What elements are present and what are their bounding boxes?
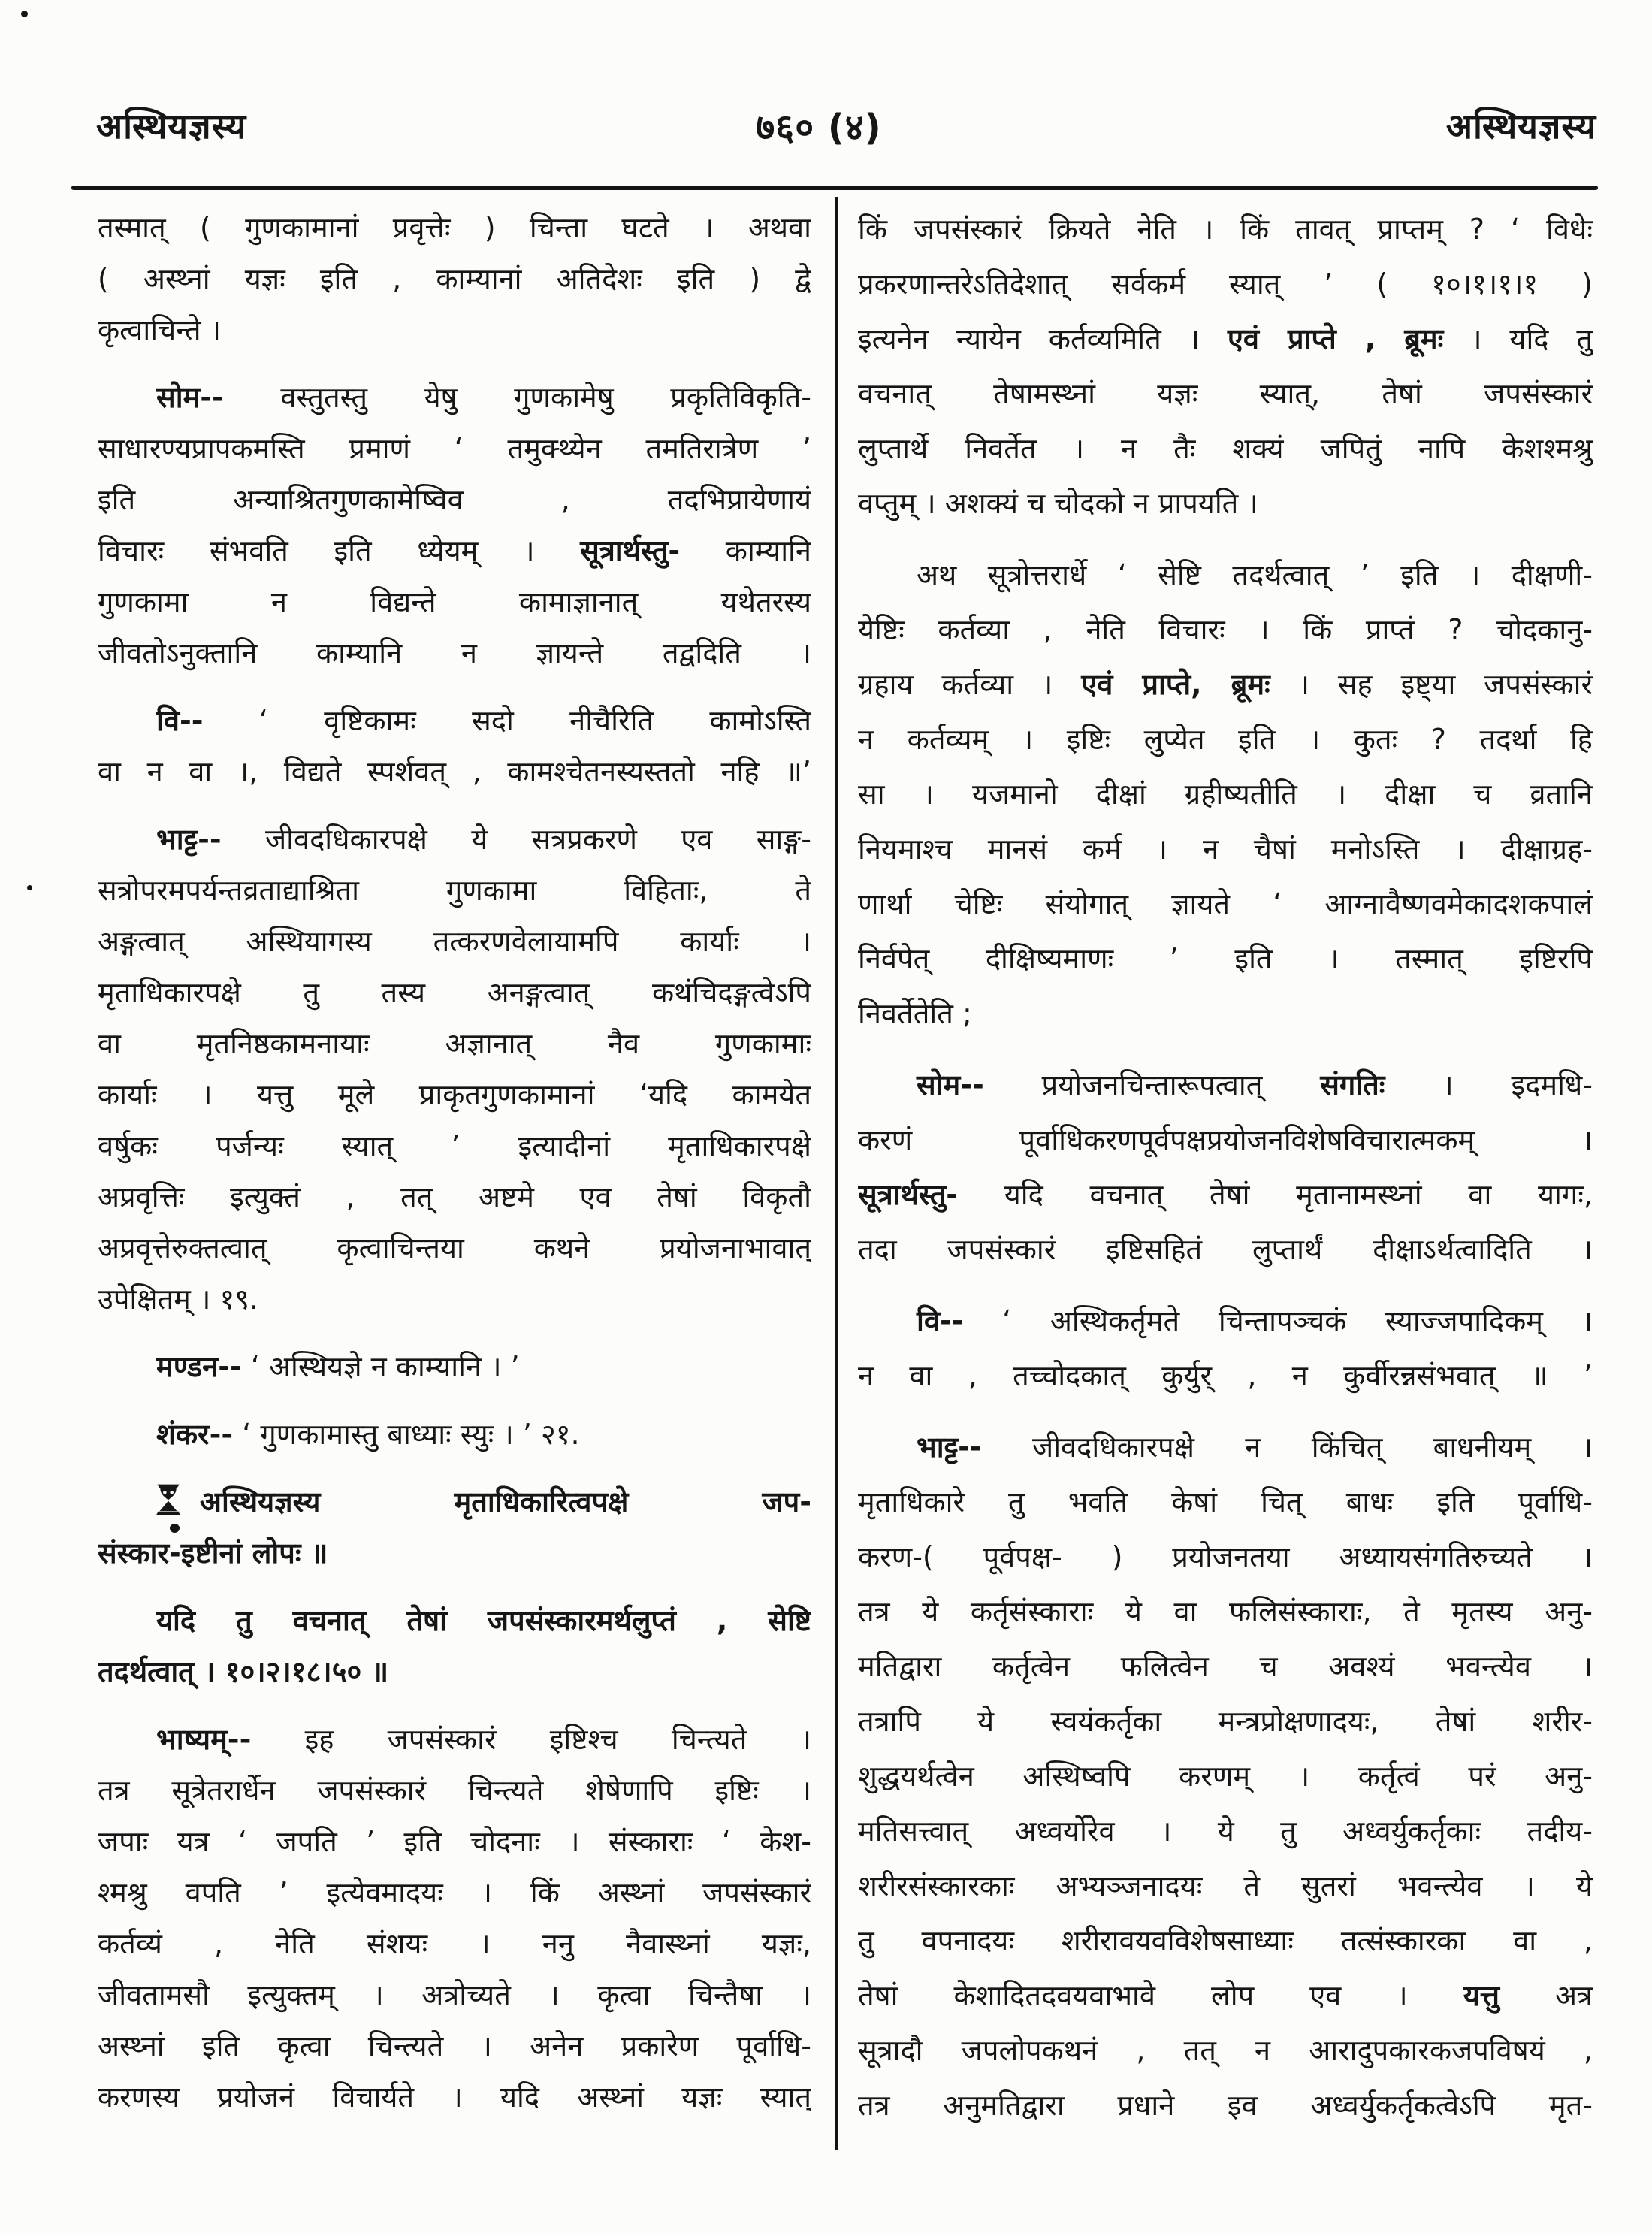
- text-segment: मतिसत्त्वात् अध्वर्योरेव । ये तु अध्वर्युकर्तृकाः तदीय-: [858, 1815, 1593, 1848]
- text-segment: विचारः संभवति इति ध्येयम् ।: [98, 534, 581, 567]
- text-segment: वप्तुम् । अशक्यं च चोदको न प्रापयति ।: [858, 487, 1258, 520]
- paragraph: [98, 696, 811, 798]
- text-line: [858, 2024, 1593, 2079]
- text-segment: ‘ वृष्टिकामः सदो नीचैरिति कामोऽस्ति: [203, 704, 811, 737]
- text-line: [858, 422, 1593, 477]
- left-column: [98, 203, 811, 2123]
- bold-text-segment: एवं प्राप्ते, ब्रूमः: [1081, 668, 1270, 701]
- text-segment: प्रयोजनचिन्तारूपत्वात्: [983, 1068, 1321, 1101]
- text-segment: इह जपसंस्कारं इष्टिश्च चिन्त्यते ।: [251, 1723, 811, 1756]
- adhikarana-ornament-icon: [156, 1484, 180, 1517]
- text-segment: अथ सूत्रोत्तरार्धे ‘ सेष्टि तदर्थत्वात् ’ इति । दीक्षणी-: [917, 558, 1593, 591]
- bold-text-segment: सूत्रार्थस्तु-: [858, 1178, 959, 1211]
- text-line: [858, 1640, 1593, 1695]
- text-line: [98, 1970, 811, 2021]
- text-line: [858, 548, 1593, 603]
- text-line: [98, 1342, 811, 1393]
- bold-text-segment: संगतिः: [1320, 1068, 1385, 1101]
- text-segment: किं जपसंस्कारं क्रियते नेति । किं तावत् प्राप्तम् ? ‘ विधेः: [858, 213, 1593, 246]
- bold-text-segment: एवं प्राप्ते , ब्रूमः: [1227, 322, 1444, 355]
- bold-text-segment: सूत्रार्थस्तु-: [580, 534, 681, 567]
- text-line: [98, 305, 811, 356]
- text-line: [858, 258, 1593, 313]
- text-line: [858, 1223, 1593, 1278]
- running-title-left: अस्थियज्ञस्य: [96, 106, 247, 147]
- text-segment: । इदमधि-: [1385, 1068, 1593, 1101]
- text-segment: अप्रवृत्तिः इत्युक्तं , तत् अष्टमे एव तेषां विकृतौ: [98, 1180, 811, 1213]
- text-segment: लुप्तार्थे निवर्तेत । न तैः शक्यं जपितुं नापि केशश्मश्रु: [858, 432, 1593, 465]
- text-line: [98, 917, 811, 968]
- text-line: [858, 1295, 1593, 1349]
- text-segment: तु वपनादयः शरीरावयवविशेषसाध्याः तत्संस्कारका वा ,: [858, 1924, 1593, 1957]
- text-segment: जपाः यत्र ‘ जपति ’ इति चोदनाः । संस्काराः ‘ केश-: [98, 1825, 811, 1858]
- paragraph: [98, 814, 811, 1325]
- text-line: [858, 1421, 1593, 1476]
- text-line: [98, 1766, 811, 1817]
- text-segment: निर्वपेत् दीक्षिष्यमाणः ’ इति । तस्मात् इष्टिरपि: [858, 942, 1593, 975]
- column-divider: [835, 197, 838, 2150]
- text-segment: तत्र ये कर्तृसंस्काराः ये वा फलिसंस्काराः, ते मृतस्य अनु-: [858, 1595, 1593, 1628]
- text-segment: कृत्वाचिन्ते ।: [98, 313, 222, 346]
- text-segment: अत्र: [1499, 1979, 1593, 2012]
- text-segment: साधारण्यप्रापकमस्ति प्रमाणं ‘ तमुक्थ्येन तमतिरात्रेण ’: [98, 432, 811, 465]
- text-segment: करणस्य प्रयोजनं विचार्यते । यदि अस्थ्नां यज्ञः स्यात्: [98, 2080, 811, 2114]
- text-segment: अङ्गत्वात् अस्थियागस्य तत्करणवेलायामपि कार्याः ।: [98, 925, 811, 958]
- text-segment: येष्टिः कर्तव्या , नेति विचारः । किं प्राप्तं ? चोदकानु-: [858, 613, 1593, 646]
- text-segment: तदा जपसंस्कारं इष्टिसहितं लुप्तार्थं दीक्षाऽर्थत्वादिति ।: [858, 1233, 1593, 1266]
- text-segment: नियमाश्च मानसं कर्म । न चैषां मनोऽस्ति । दीक्षाग्रह-: [858, 832, 1593, 866]
- text-line: [858, 987, 1593, 1042]
- text-line: [98, 1121, 811, 1172]
- text-line: [858, 1860, 1593, 1914]
- text-segment: उपेक्षितम् । १९.: [98, 1283, 259, 1316]
- text-line: [858, 1349, 1593, 1404]
- text-segment: तत्रापि ये स्वयंकर्तृका मन्त्रप्रोक्षणादयः, तेषां शरीर-: [858, 1705, 1593, 1738]
- text-segment: निवर्तेतेति ;: [858, 997, 972, 1030]
- text-line: [858, 658, 1593, 713]
- text-line: [98, 866, 811, 917]
- text-line: [98, 814, 811, 866]
- bold-text-segment: यदि तु वचनात् तेषां जपसंस्कारमर्थलुप्तं , सेष्टि: [156, 1604, 811, 1637]
- text-segment: वा मृतनिष्ठकामनायाः अज्ञानात् नैव गुणकामाः: [98, 1027, 811, 1060]
- paragraph: [98, 1410, 811, 1461]
- text-segment: ‘ अस्थिकर्तृमते चिन्तापञ्चकं स्याज्जपादिकम् ।: [963, 1304, 1593, 1337]
- paragraph: [98, 1715, 811, 2123]
- text-segment: ‘ गुणकामास्तु बाध्याः स्युः । ’ २१.: [233, 1418, 580, 1451]
- bold-text-segment: भाष्यम्--: [156, 1723, 252, 1756]
- text-line: [98, 203, 811, 254]
- text-segment: प्रकरणान्तरेऽतिदेशात् सर्वकर्म स्यात् ’ ( १०।१।१।१ ): [858, 267, 1593, 301]
- text-line: [98, 475, 811, 526]
- bold-text-segment: संस्कार-इष्टीनां लोपः ॥: [98, 1537, 328, 1570]
- text-line: [98, 2021, 811, 2072]
- paragraph: [858, 1295, 1593, 1404]
- text-segment: यदि वचनात् तेषां मृतानामस्थ्नां वा यागः,: [958, 1178, 1593, 1211]
- text-segment: काम्यानि: [680, 534, 811, 567]
- text-line: [98, 424, 811, 475]
- text-segment: वस्तुतस्तु येषु गुणकामेषु प्रकृतिविकृति-: [223, 381, 811, 414]
- text-line: [858, 1585, 1593, 1640]
- text-line: [858, 1695, 1593, 1750]
- paragraph: [98, 373, 811, 679]
- paragraph: [858, 203, 1593, 532]
- paragraph: [98, 1342, 811, 1393]
- text-segment: मृताधिकारपक्षे तु तस्य अनङ्गत्वात् कथंचिदङ्गत्वेऽपि: [98, 976, 811, 1009]
- header-rule: [71, 186, 1598, 190]
- text-line: [98, 1817, 811, 1868]
- text-segment: न वा , तच्चोदकात् कुर्युर् , न कुर्वीरन्नसंभवात् ॥ ’: [858, 1359, 1593, 1392]
- text-line: [858, 932, 1593, 987]
- running-title-right: अस्थियज्ञस्य: [1445, 106, 1596, 147]
- text-line: [858, 1969, 1593, 2024]
- text-line: [98, 526, 811, 577]
- text-segment: सत्रोपरमपर्यन्तव्रताद्याश्रिता गुणकामा विहिताः, ते: [98, 874, 811, 907]
- text-line: [858, 203, 1593, 258]
- text-line: [858, 768, 1593, 823]
- paragraph: [98, 1596, 811, 1698]
- text-segment: णार्था चेष्टिः संयोगात् ज्ञायते ‘ आग्नावैष्णवमेकादशकपालं: [858, 887, 1593, 920]
- text-line: [858, 2079, 1593, 2134]
- text-segment: कार्याः । यत्तु मूले प्राकृतगुणकामानां ‘यदि कामयेत: [98, 1078, 811, 1111]
- text-segment: मृताधिकारे तु भवति केषां चित् बाधः इति पूर्वाधि-: [858, 1485, 1593, 1518]
- text-segment: शरीरसंस्कारकाः अभ्यञ्जनादयः ते सुतरां भवन्त्येव । ये: [858, 1869, 1593, 1902]
- bold-text-segment: यत्तु: [1463, 1979, 1499, 2012]
- bold-text-segment: वि--: [917, 1304, 964, 1337]
- paragraph: [858, 1421, 1593, 2134]
- text-segment: । सह इष्ट्या जपसंस्कारं: [1270, 668, 1593, 701]
- text-segment: अस्थ्नां इति कृत्वा चिन्त्यते । अनेन प्रकारेण पूर्वाधि-: [98, 2029, 811, 2062]
- text-line: [98, 1528, 811, 1579]
- text-line: [98, 1715, 811, 1766]
- text-line: [858, 1059, 1593, 1113]
- scan-speck: [21, 11, 28, 17]
- text-segment: सा । यजमानो दीक्षां ग्रहीष्यतीति । दीक्षा च व्रतानि: [858, 778, 1593, 811]
- text-line: [858, 878, 1593, 932]
- text-segment: इत्यनेन न्यायेन कर्तव्यमिति ।: [858, 322, 1228, 355]
- text-segment: वचनात् तेषामस्थ्नां यज्ञः स्यात्, तेषां जपसंस्कारं: [858, 377, 1593, 410]
- text-segment: वा न वा ।, विद्यते स्पर्शवत् , कामश्चेतनस्यस्ततो नहि ॥’: [98, 755, 811, 788]
- text-segment: जीवतोऽनुक्तानि काम्यानि न ज्ञायन्ते तद्वदिति ।: [98, 636, 811, 669]
- text-line: [98, 254, 811, 305]
- text-segment: तेषां केशादितदवयवाभावे लोप एव ।: [858, 1979, 1463, 2012]
- bold-text-segment: मण्डन--: [156, 1350, 242, 1383]
- bold-text-segment: शंकर--: [156, 1418, 234, 1451]
- text-line: [858, 313, 1593, 367]
- paragraph: [98, 203, 811, 356]
- text-line: [858, 1750, 1593, 1805]
- right-column: [858, 203, 1593, 2134]
- text-segment: तत्र सूत्रेतरार्धेन जपसंस्कारं चिन्त्यते शेषेणापि इष्टिः ।: [98, 1774, 811, 1807]
- text-segment: कर्तव्यं , नेति संशयः । ननु नैवास्थ्नां यज्ञः,: [98, 1927, 811, 1960]
- scan-speck: [170, 1524, 180, 1533]
- text-segment: तत्र अनुमतिद्वारा प्रधाने इव अध्वर्युकर्तृकत्वेऽपि मृत-: [858, 2089, 1593, 2122]
- bold-text-segment: सोम--: [156, 381, 224, 414]
- bold-text-segment: भाट्ट--: [156, 823, 222, 856]
- text-segment: सूत्रादौ जपलोपकथनं , तत् न आरादुपकारकजपविषयं ,: [858, 2034, 1593, 2067]
- text-line: [98, 1172, 811, 1223]
- text-line: [98, 628, 811, 679]
- text-line: [98, 968, 811, 1019]
- text-line: [858, 1914, 1593, 1969]
- text-segment: जीवदधिकारपक्षे ये सत्रप्रकरणे एव साङ्ग-: [221, 823, 811, 856]
- text-segment: शुद्धयर्थत्वेन अस्थिष्वपि करणम् । कर्तृत्वं परं अनु-: [858, 1760, 1593, 1793]
- text-line: [98, 1019, 811, 1070]
- text-line: [98, 1647, 811, 1698]
- text-line: [858, 713, 1593, 768]
- text-segment: । यदि तु: [1443, 322, 1593, 355]
- bold-text-segment: अस्थियज्ञस्य मृताधिकारित्वपक्षे जप-: [200, 1485, 811, 1518]
- text-segment: श्मश्रु वपति ’ इत्येवमादयः । किं अस्थ्नां जपसंस्कारं: [98, 1876, 811, 1909]
- text-segment: जीवदधिकारपक्षे न किंचित् बाधनीयम् ।: [981, 1431, 1593, 1464]
- text-line: [98, 747, 811, 798]
- text-line: [98, 1410, 811, 1461]
- text-segment: जीवतामसौ इत्युक्तम् । अत्रोच्यते । कृत्वा चिन्तैषा ।: [98, 1978, 811, 2011]
- text-line: [858, 1476, 1593, 1530]
- text-segment: ( अस्थ्नां यज्ञः इति , काम्यानां अतिदेशः इति ) द्वे: [98, 262, 811, 295]
- bold-text-segment: वि--: [156, 704, 204, 737]
- bold-text-segment: सोम--: [917, 1068, 984, 1101]
- text-segment: करणं पूर्वाधिकरणपूर्वपक्षप्रयोजनविशेषविचारात्मकम् ।: [858, 1123, 1593, 1156]
- text-line: [858, 1168, 1593, 1223]
- text-segment: गुणकामा न विद्यन्ते कामाज्ञानात् यथेतरस्य: [98, 585, 811, 618]
- text-segment: इति अन्याश्रितगुणकामेष्विव , तदभिप्रायेणायं: [98, 483, 811, 516]
- text-segment: न कर्तव्यम् । इष्टिः लुप्येत इति । कुतः ? तदर्था हि: [858, 723, 1593, 756]
- text-line: [98, 1919, 811, 1970]
- text-line: [858, 477, 1593, 532]
- text-segment: वर्षुकः पर्जन्यः स्यात् ’ इत्यादीनां मृताधिकारपक्षे: [98, 1129, 811, 1162]
- text-segment: ‘ अस्थियज्ञे न काम्यानि । ’: [241, 1350, 520, 1383]
- page-number: ७६० (४): [756, 107, 882, 149]
- bold-text-segment: भाट्ट--: [917, 1431, 982, 1464]
- text-line: [858, 367, 1593, 422]
- text-segment: मतिद्वारा कर्तृत्वेन फलित्वेन च अवश्यं भवन्त्येव ।: [858, 1650, 1593, 1683]
- text-line: [98, 696, 811, 747]
- text-line: [98, 1274, 811, 1325]
- text-line: [98, 1070, 811, 1121]
- paragraph: [858, 548, 1593, 1042]
- paragraph: [98, 1477, 811, 1579]
- text-segment: तस्मात् ( गुणकामानां प्रवृत्तेः ) चिन्ता घटते । अथवा: [98, 211, 811, 244]
- text-line: [98, 1223, 811, 1274]
- text-line: [98, 373, 811, 424]
- text-line: [98, 577, 811, 628]
- text-line: [98, 1477, 811, 1528]
- text-segment: ग्रहाय कर्तव्या ।: [858, 668, 1082, 701]
- text-segment: अप्रवृत्तेरुक्तत्वात् कृत्वाचिन्तया कथने प्रयोजनाभावात्: [98, 1231, 811, 1265]
- text-line: [98, 1868, 811, 1919]
- scan-speck: [27, 885, 32, 890]
- text-line: [858, 1530, 1593, 1585]
- text-line: [98, 2072, 811, 2123]
- bold-text-segment: तदर्थत्वात् । १०।२।१८।५० ॥: [98, 1655, 389, 1688]
- paragraph: [858, 1059, 1593, 1278]
- text-line: [858, 823, 1593, 878]
- text-line: [98, 1596, 811, 1647]
- text-segment: करण-( पूर्वपक्ष- ) प्रयोजनतया अध्यायसंगतिरुच्यते ।: [858, 1540, 1593, 1573]
- text-line: [858, 1113, 1593, 1168]
- text-line: [858, 1805, 1593, 1860]
- text-line: [858, 603, 1593, 658]
